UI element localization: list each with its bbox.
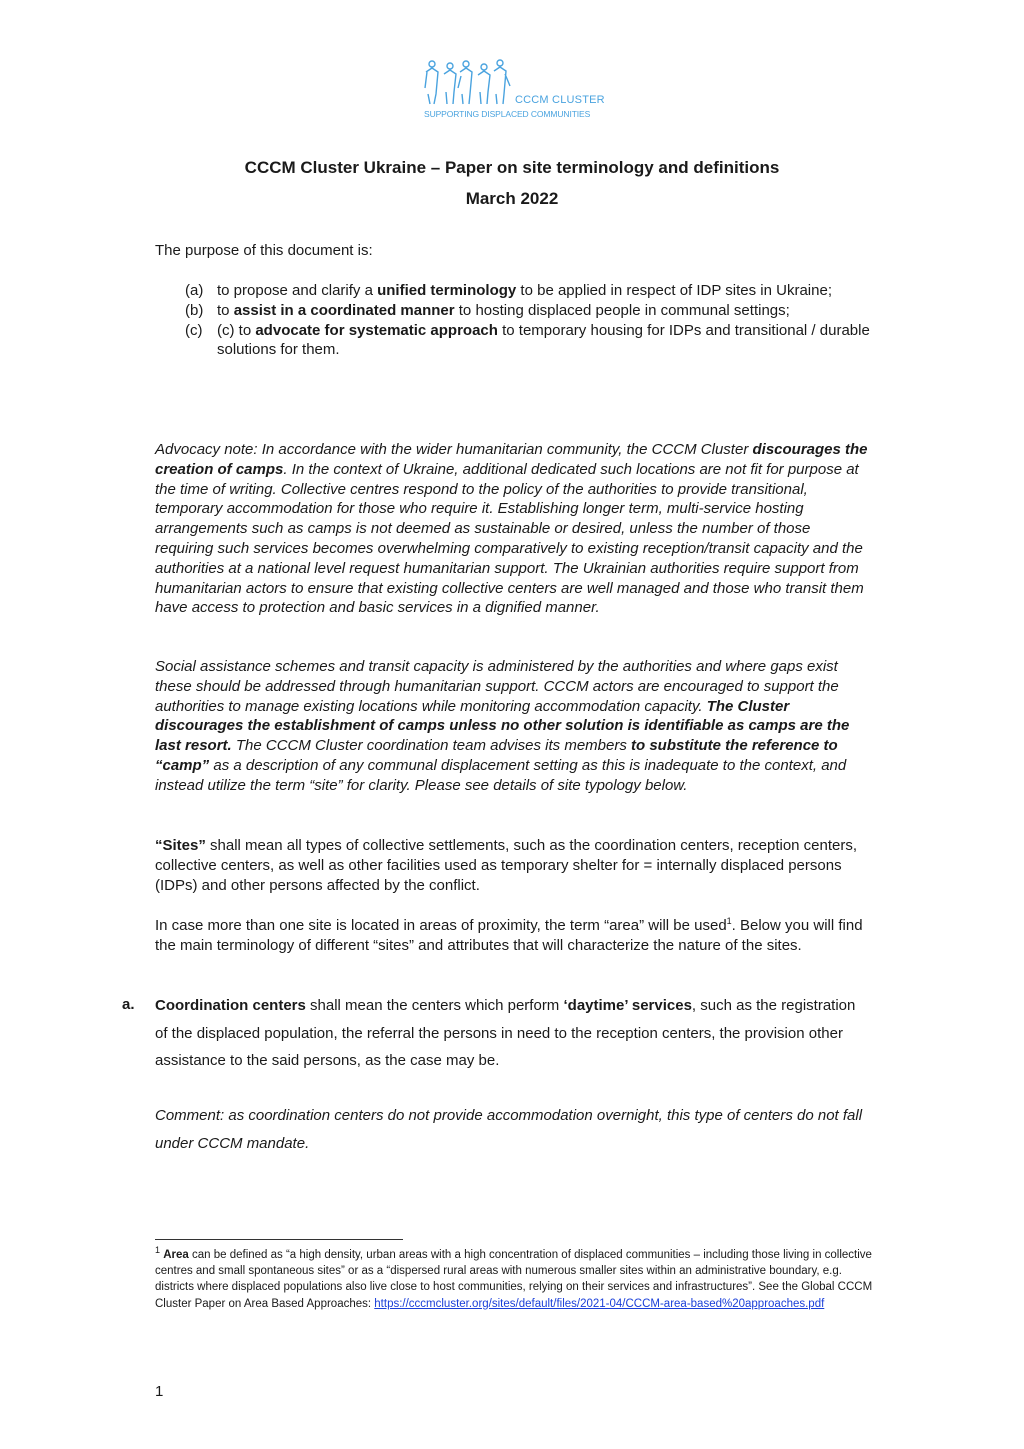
purpose-item	[185, 301, 870, 321]
sites-text: shall mean all types of collective settlements, such as the coordination centers, reception centers, collective centers, as well as other facilities used as temporary shelter for = internally displaced persons (IDPs) and other persons affected by the conflict.	[155, 837, 858, 894]
page-number: 1	[155, 1383, 164, 1400]
area-text: In case more than one site is located in areas of proximity, the term “area” will be used	[155, 917, 727, 934]
advocacy-note	[155, 440, 870, 618]
sites-term: “Sites”	[155, 837, 206, 854]
advocacy-text: Advocacy note: In accordance with the wider humanitarian community, the CCCM Cluster	[155, 441, 753, 458]
footnote-term: Area	[163, 1249, 189, 1261]
advocacy-emphasis: discourages the creation of camps	[155, 441, 868, 478]
purpose-emphasis: unified terminology	[377, 282, 517, 299]
purpose-emphasis: assist in a coordinated manner	[233, 301, 455, 319]
purpose-item	[185, 321, 870, 361]
purpose-text: to propose and clarify a	[217, 282, 378, 299]
sites-definition	[155, 836, 870, 895]
list-marker: (b)	[185, 301, 204, 319]
social-emphasis: The Cluster discourages the establishment of camps unless no other solution is identifiable as camps are the last resort.	[155, 697, 850, 755]
social-text: Social assistance schemes and transit capacity is administered by the authorities and where gaps exist these should be addressed through humanitarian support. CCCM actors are encouraged to support the authorities to manage existing locations while monitoring accommodation capacity.	[155, 658, 839, 715]
definition-text: shall mean the centers which perform	[305, 997, 564, 1014]
purpose-text: (c) to	[217, 321, 256, 339]
purpose-text: to hosting displaced people in communal settings;	[454, 301, 790, 319]
coordination-centers-term: Coordination centers	[155, 997, 306, 1014]
social-assistance-paragraph	[155, 657, 870, 796]
document-title: CCCM Cluster Ukraine – Paper on site terminology and definitions	[244, 158, 780, 177]
footnote-link[interactable]: https://cccmcluster.org/sites/default/files/2021-04/CCCM-area-based%20approaches.pdf	[374, 1297, 825, 1310]
coordination-centers-definition	[155, 992, 870, 1075]
list-marker: (a)	[185, 282, 204, 299]
logo-tagline: SUPPORTING DISPLACED COMMUNITIES	[424, 109, 591, 119]
purpose-list	[185, 281, 870, 360]
footnote-divider	[155, 1239, 403, 1240]
social-text: The CCCM Cluster coordination team advises its members	[231, 737, 632, 755]
coordination-centers-comment: Comment: as coordination centers do not provide accommodation overnight, this type of centers do not fall under CCCM mandate.	[155, 1107, 863, 1152]
definition-text: , such as the registration of the displaced population, the referral the persons in need to the reception centers, the provision other assistance to the said persons, as the case may be.	[155, 997, 856, 1069]
footnote	[155, 1247, 875, 1312]
purpose-text: to temporary housing for IDPs and transitional / durable solutions for them.	[217, 321, 870, 359]
logo-title: CCCM CLUSTER	[515, 94, 605, 106]
purpose-text: to	[217, 301, 234, 319]
footnote-ref[interactable]: 1	[726, 916, 732, 926]
social-emphasis: to substitute the reference to “camp”	[155, 737, 838, 774]
list-marker: (c)	[185, 321, 203, 339]
social-text: as a description of any communal displacement setting as this is inadequate to the context, and instead utilize the term “site” for clarity. Please see details of site typology below.	[155, 756, 847, 794]
purpose-emphasis: advocate for systematic approach	[255, 321, 498, 339]
section-marker: a.	[122, 996, 135, 1013]
advocacy-text: . In the context of Ukraine, additional dedicated such locations are not fit for purpose at the time of writing. Collective centres respond to the policy of the authorities to provide transitional, temporary accommodation for those who require it. Establishing longer term, multi-service hosting arrangements such as camps is not deemed as sustainable or desired, unless the number of those requiring such services becomes overwhelming comparatively to existing reception/transit capacity and the authorities at a national level request humanitarian support. The Ukrainian authorities require support from humanitarian actors to ensure that existing collective centers are well managed and those who transit them have access to protection and basic services in a dignified manner.	[155, 460, 864, 617]
area-text: . Below you will find the main terminology of different “sites” and attributes that will characterize the nature of the sites.	[155, 917, 863, 954]
footnote-text: can be defined as “a high density, urban areas with a high concentration of displaced communities – including those living in collective centres and small spontaneous sites” or as a “dispersed rural areas with numerous smaller sites within an administrative boundary, e.g. districts where displaced populations also live close to host communities, relying on their services and infrastructures”. See the Global CCCM Cluster Paper on Area Based Approaches:	[155, 1249, 873, 1310]
daytime-services-term: ‘daytime’ services	[563, 997, 692, 1014]
purpose-text: to be applied in respect of IDP sites in Ukraine;	[516, 282, 832, 299]
area-paragraph	[155, 916, 870, 956]
footnote-number: 1	[155, 1245, 161, 1256]
purpose-item	[185, 281, 870, 301]
intro-text: The purpose of this document is:	[155, 242, 373, 259]
document-date: March 2022	[465, 189, 559, 208]
